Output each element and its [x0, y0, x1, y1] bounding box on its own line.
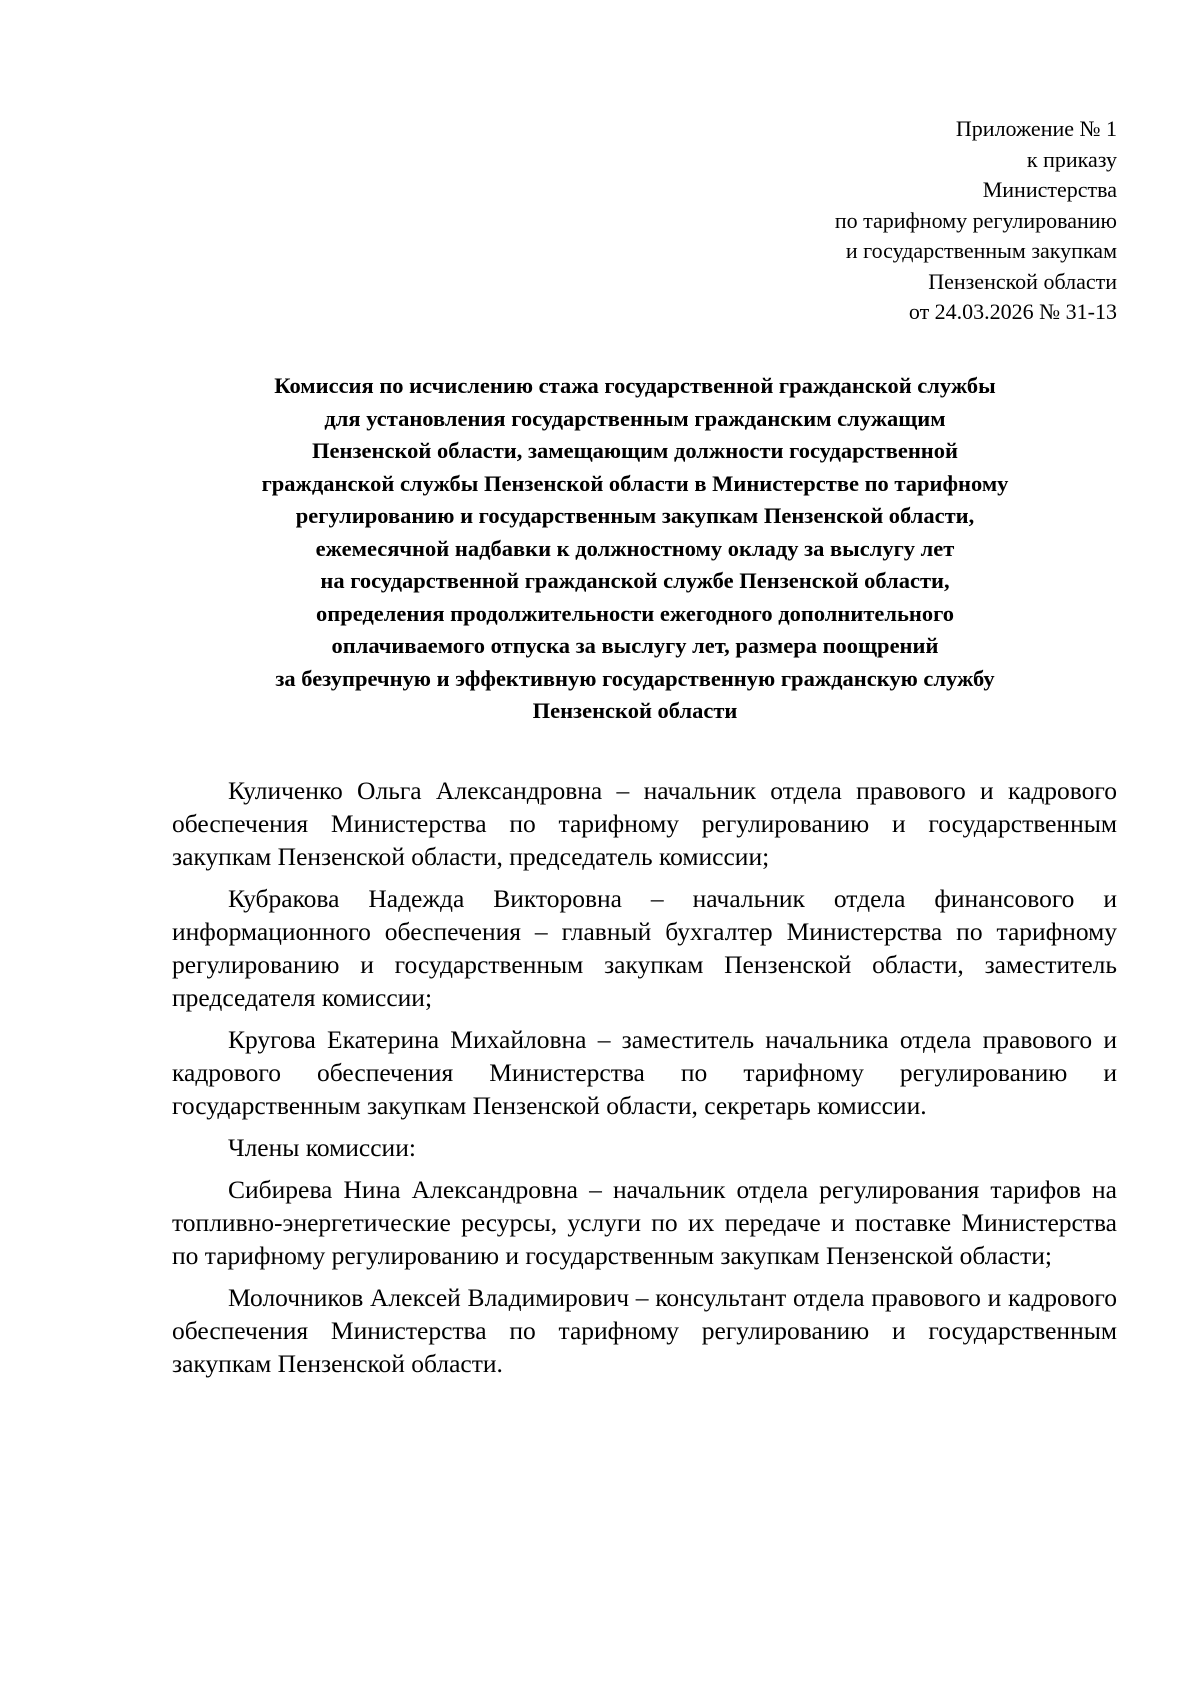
member-item: Молочников Алексей Владимирович – консультант отдела правового и кадрового обеспечения Министерства по тарифному регулированию и государственным закупкам Пензенской области.	[172, 1283, 1117, 1378]
appendix-line: по тарифному регулированию	[834, 207, 1117, 233]
title-line: Пензенской области, замещающим должности государственной	[312, 438, 958, 463]
title-line: Комиссия по исчислению стажа государственной гражданской службы	[274, 373, 996, 398]
appendix-line: Министерства	[982, 177, 1117, 202]
appendix-header	[835, 114, 1117, 328]
members-heading: Члены комиссии:	[228, 1133, 416, 1162]
appendix-line: Пензенской области	[928, 268, 1117, 294]
appendix-line: к приказу	[1026, 146, 1117, 172]
title-line: определения продолжительности ежегодного дополнительного	[316, 600, 954, 626]
title-line: ежемесячной надбавки к должностному окладу за выслугу лет	[315, 535, 955, 561]
member-chair: Куличенко Ольга Александровна – начальник отдела правового и кадрового обеспечения Министерства по тарифному регулированию и государственным закупкам Пензенской области, председатель комиссии;	[172, 776, 1117, 871]
title-line: гражданской службы Пензенской области в Министерстве по тарифному	[261, 470, 1009, 496]
appendix-line: и государственным закупкам	[845, 238, 1117, 263]
commission-members	[172, 774, 1117, 1389]
document-title	[160, 370, 1110, 728]
title-line: регулированию и государственным закупкам Пензенской области,	[295, 503, 975, 528]
member-item: Сибирева Нина Александровна – начальник отдела регулирования тарифов на топливно-энергетические ресурсы, услуги по их передаче и поставке Министерства по тарифному регулированию и государственным закупкам Пензенской области;	[172, 1175, 1117, 1270]
member-deputy-chair: Кубракова Надежда Викторовна – начальник отдела финансового и информационного обеспечения – главный бухгалтер Министерства по тарифному регулированию и государственным закупкам Пензенской области, заместитель председателя комиссии;	[172, 884, 1117, 1012]
title-line: Пензенской области	[532, 698, 738, 723]
title-line: для установления государственным гражданским служащим	[324, 405, 946, 431]
appendix-line: Приложение № 1	[955, 116, 1117, 141]
member-secretary: Кругова Екатерина Михайловна – заместитель начальника отдела правового и кадрового обеспечения Министерства по тарифному регулированию и государственным закупкам Пензенской области, секретарь комиссии.	[172, 1025, 1117, 1120]
title-line: за безупречную и эффективную государственную гражданскую службу	[275, 665, 995, 691]
title-line: на государственной гражданской службе Пензенской области,	[320, 568, 950, 593]
appendix-line: от 24.03.2026 № 31-13	[908, 299, 1117, 324]
title-line: оплачиваемого отпуска за выслугу лет, размера поощрений	[331, 633, 939, 658]
